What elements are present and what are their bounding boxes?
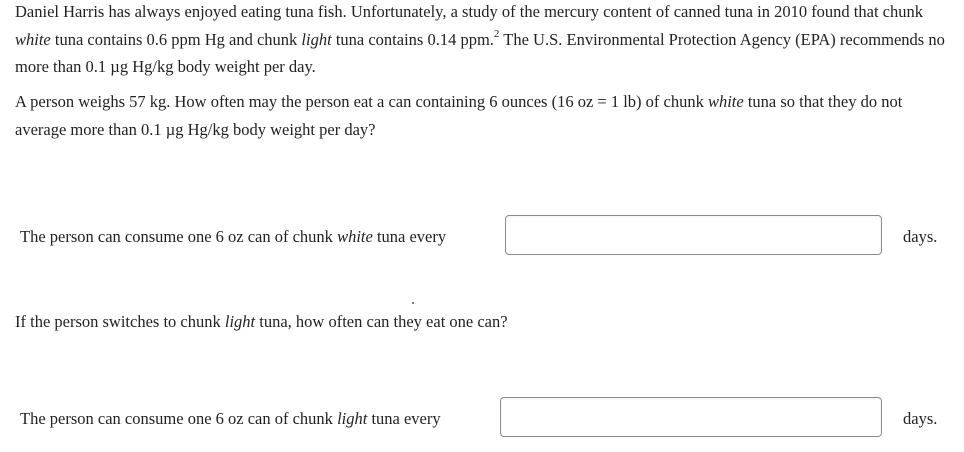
question-text: If the person switches to chunk — [15, 312, 225, 331]
question-white-emphasis: white — [707, 92, 744, 111]
question-light-tuna — [15, 308, 946, 336]
answer-label-text: tuna every — [372, 227, 447, 246]
answer-row-light — [0, 397, 964, 441]
light-tuna-days-input[interactable] — [500, 397, 882, 437]
intro-text: Daniel Harris has always enjoyed eating tuna fish. Unfortunately, a study of the mercury content of canned tuna in 2010 found that chunk — [15, 2, 923, 21]
answer-row-white — [0, 215, 964, 259]
answer-label-text: The person can consume one 6 oz can of chunk — [20, 227, 338, 246]
footnote-reference: 2 — [493, 28, 500, 40]
question-text: tuna so that they do not average more than 0.1 µg Hg/kg body weight per day? — [15, 92, 903, 139]
white-tuna-days-input[interactable] — [505, 215, 882, 255]
stray-dot — [412, 302, 414, 304]
days-unit-label: days. — [903, 227, 938, 246]
question-light-emphasis: light — [224, 312, 256, 331]
intro-text: tuna contains 0.14 ppm. — [331, 29, 494, 49]
days-unit-label: days. — [903, 409, 938, 428]
answer-label-text: tuna every — [367, 409, 441, 428]
answer-label-text: The person can consume one 6 oz can of chunk — [20, 409, 338, 428]
answer-label-emphasis: light — [337, 409, 368, 428]
answer-label-emphasis: white — [337, 227, 373, 246]
intro-text: The U.S. Environmental Protection Agency (EPA) recommends no more than 0.1 µg Hg/kg body weight per day. — [15, 29, 945, 76]
intro-text: tuna contains 0.6 ppm Hg and chunk — [50, 29, 302, 49]
question-white-tuna — [15, 88, 946, 143]
answer-label-white — [20, 227, 446, 247]
question-text: tuna, how often can they eat one can? — [255, 312, 508, 331]
intro-white-emphasis: white — [15, 29, 51, 49]
intro-paragraph — [15, 0, 946, 81]
answer-label-light — [20, 409, 441, 429]
intro-light-emphasis: light — [301, 29, 332, 49]
question-text: A person weighs 57 kg. How often may the person eat a can containing 6 ounces (16 oz = 1 lb) of chunk — [15, 92, 708, 111]
